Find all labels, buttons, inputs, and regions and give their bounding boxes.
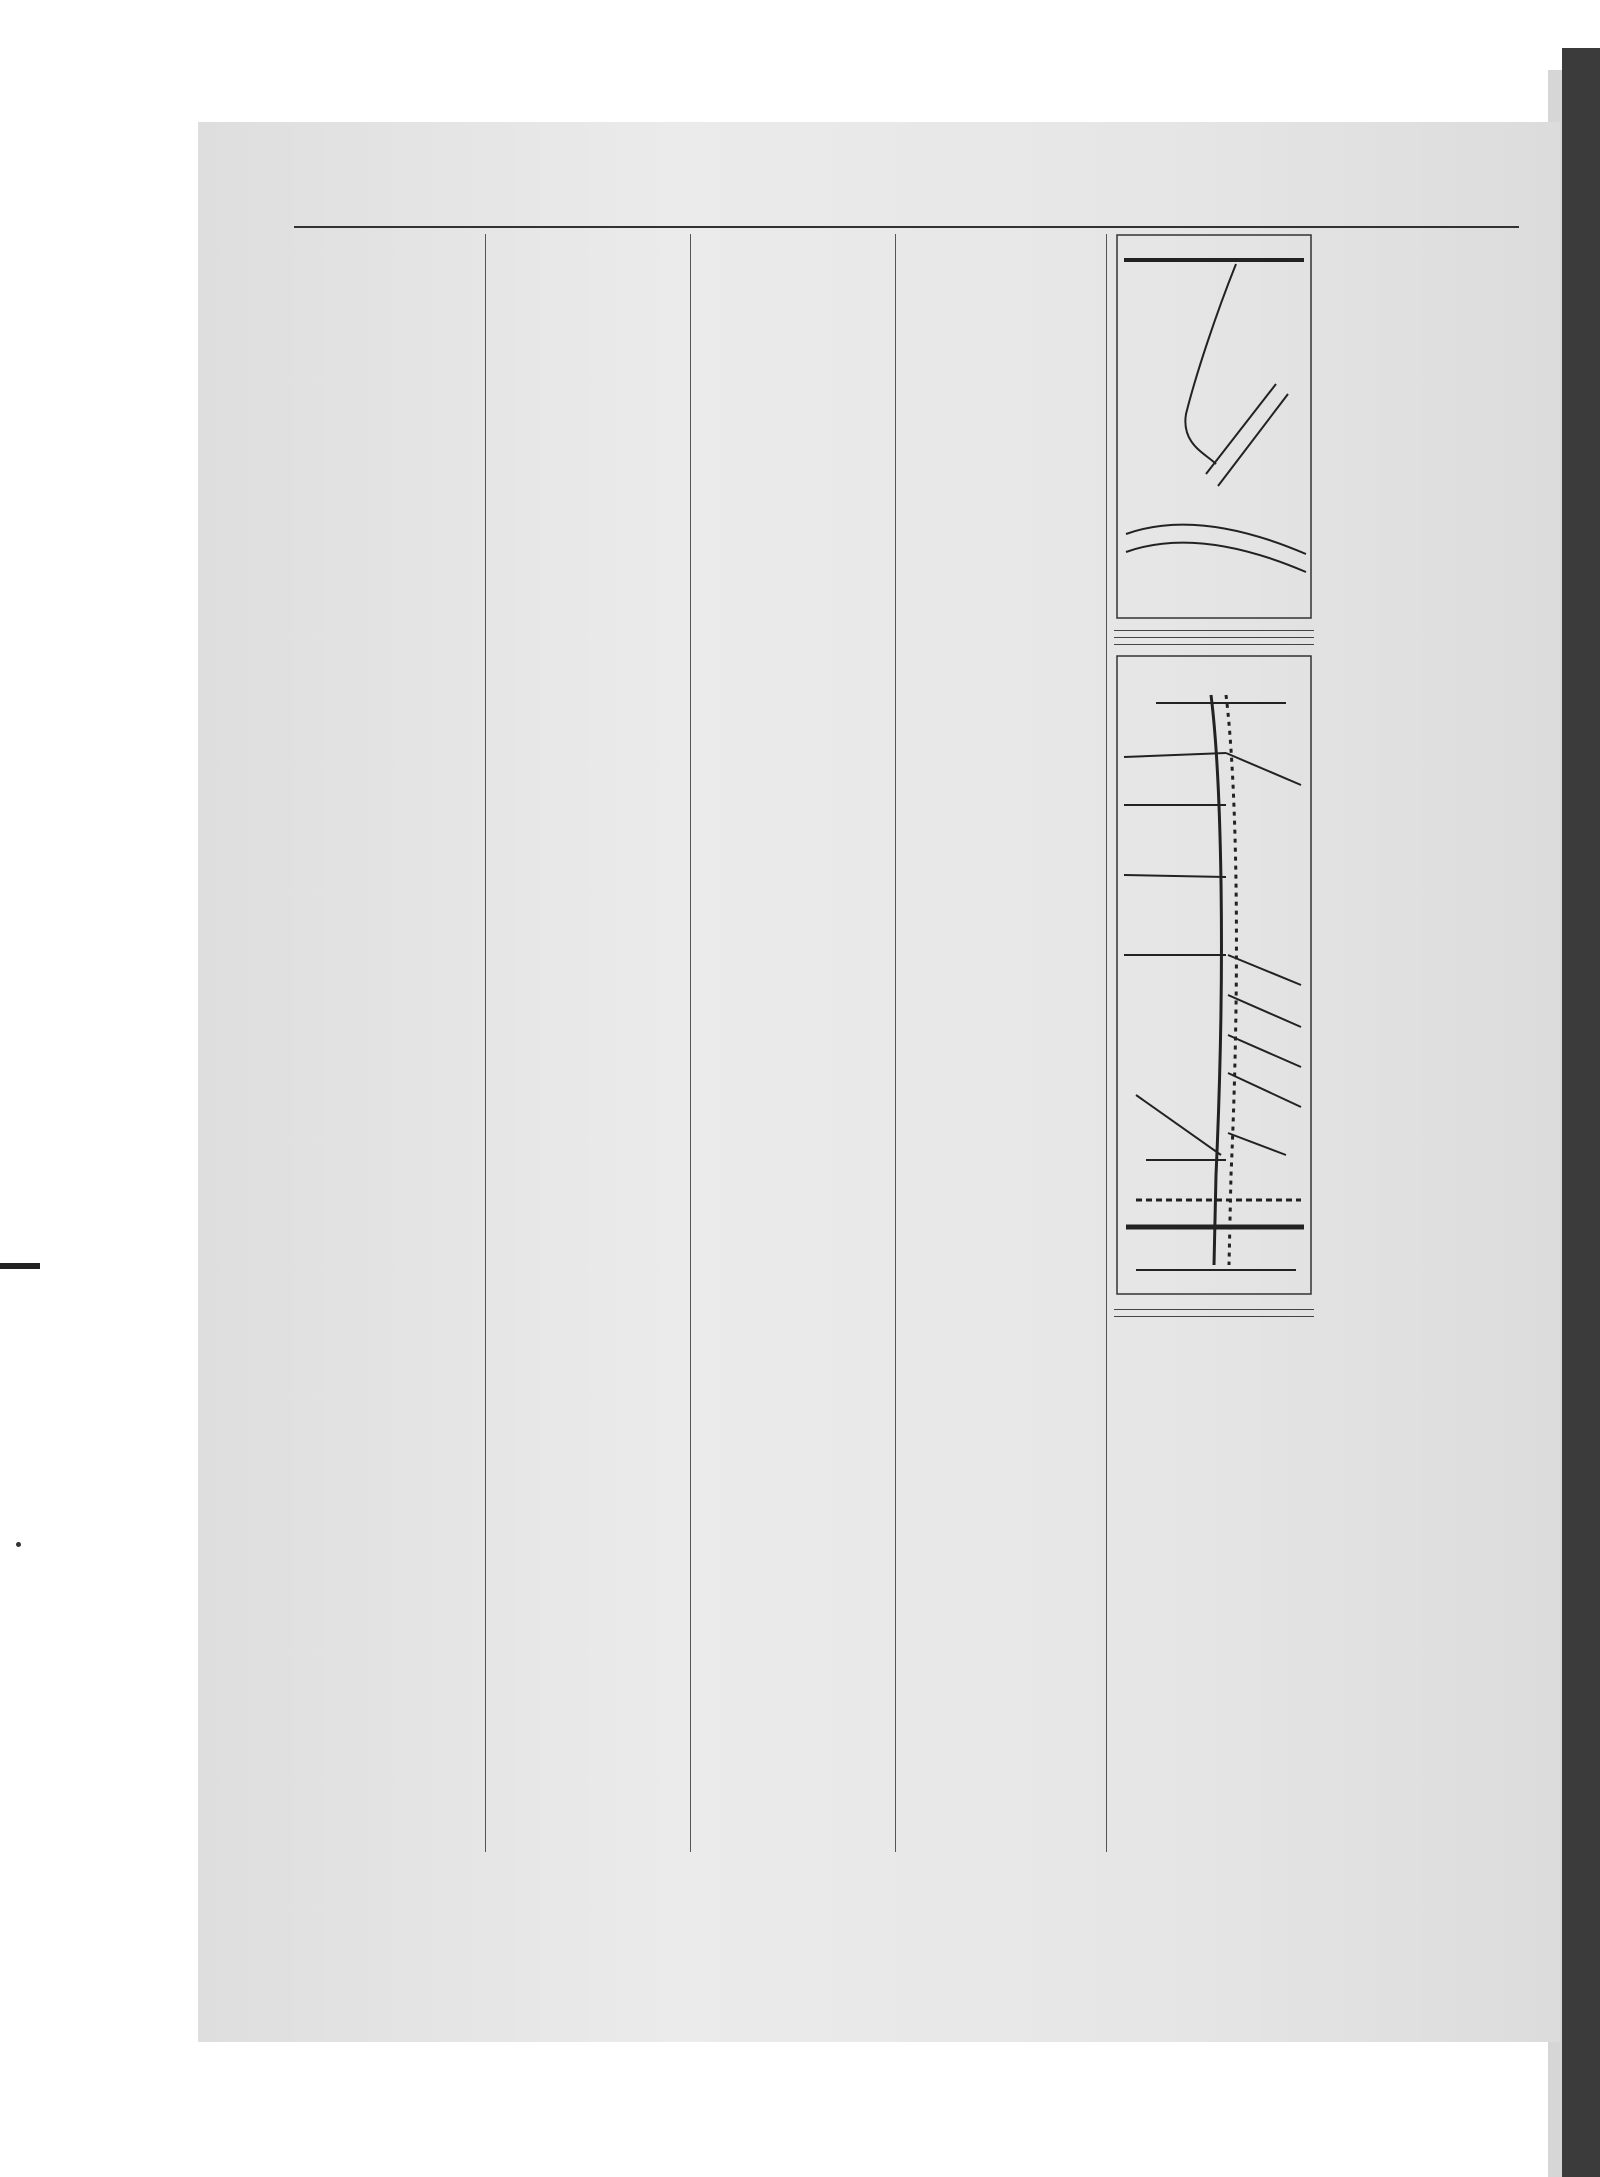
document-page xyxy=(198,122,1560,2042)
harbor-map xyxy=(1116,234,1312,619)
scan-border-dark xyxy=(1562,48,1600,2177)
page-header xyxy=(298,190,1518,226)
header-rule xyxy=(294,226,1519,228)
scan-dot xyxy=(16,1542,21,1547)
column-divider xyxy=(485,234,486,1852)
label-tab xyxy=(0,1263,40,1269)
column-divider xyxy=(1106,234,1107,1852)
divider xyxy=(1114,630,1314,631)
divider xyxy=(1114,644,1314,645)
divider xyxy=(1114,1309,1314,1310)
hellbrookstrasse-map xyxy=(1116,655,1312,1295)
divider xyxy=(1114,637,1314,638)
divider xyxy=(1114,1316,1314,1317)
page-background xyxy=(198,122,1560,2042)
column-divider xyxy=(690,234,691,1852)
street-info-column xyxy=(1110,234,1318,1323)
column-divider xyxy=(895,234,896,1852)
